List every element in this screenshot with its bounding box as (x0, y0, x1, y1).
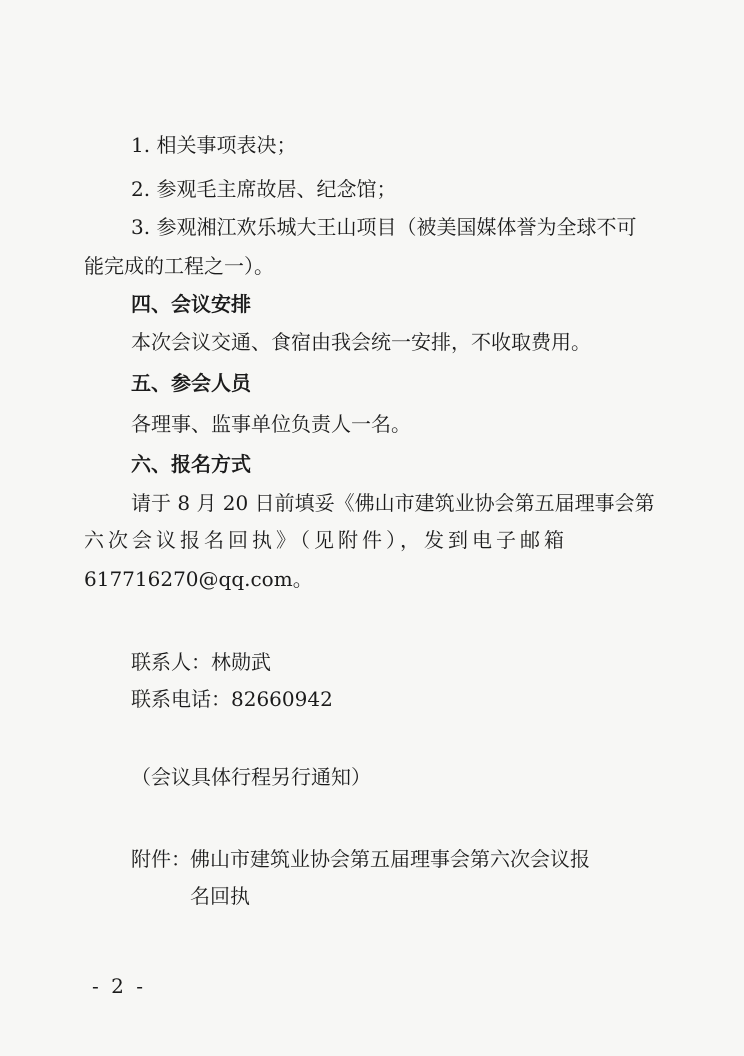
registration-email[interactable]: 617716270@qq.com。 (84, 567, 313, 591)
attachment-title-continued: 名回执 (190, 884, 250, 908)
attachment-label: 附件： (131, 847, 191, 871)
agenda-item-3-continued: 能完成的工程之一）。 (84, 254, 274, 278)
meeting-arrangement-text: 本次会议交通、食宿由我会统一安排，不收取费用。 (131, 330, 591, 354)
contact-person: 联系人：林勋武 (131, 650, 271, 674)
agenda-item-3: 3. 参观湘江欢乐城大王山项目（被美国媒体誉为全球不可 (131, 215, 637, 239)
attachment-title: 佛山市建筑业协会第五届理事会第六次会议报 (190, 847, 590, 871)
agenda-item-1: 1. 相关事项表决； (131, 133, 297, 157)
registration-text-continued: 六次会议报名回执》（见附件），发到电子邮箱 (84, 528, 568, 552)
registration-text: 请于 8 月 20 日前填妥《佛山市建筑业协会第五届理事会第 (131, 491, 655, 515)
schedule-notice: （会议具体行程另行通知） (131, 765, 371, 789)
page-number: - 2 - (92, 974, 146, 998)
participants-text: 各理事、监事单位负责人一名。 (131, 412, 411, 436)
contact-phone: 联系电话：82660942 (131, 687, 333, 711)
section-heading-meeting-arrangement: 四、会议安排 (131, 292, 251, 316)
section-heading-registration: 六、报名方式 (131, 452, 251, 476)
section-heading-participants: 五、参会人员 (131, 371, 251, 395)
agenda-item-2: 2. 参观毛主席故居、纪念馆； (131, 177, 397, 201)
